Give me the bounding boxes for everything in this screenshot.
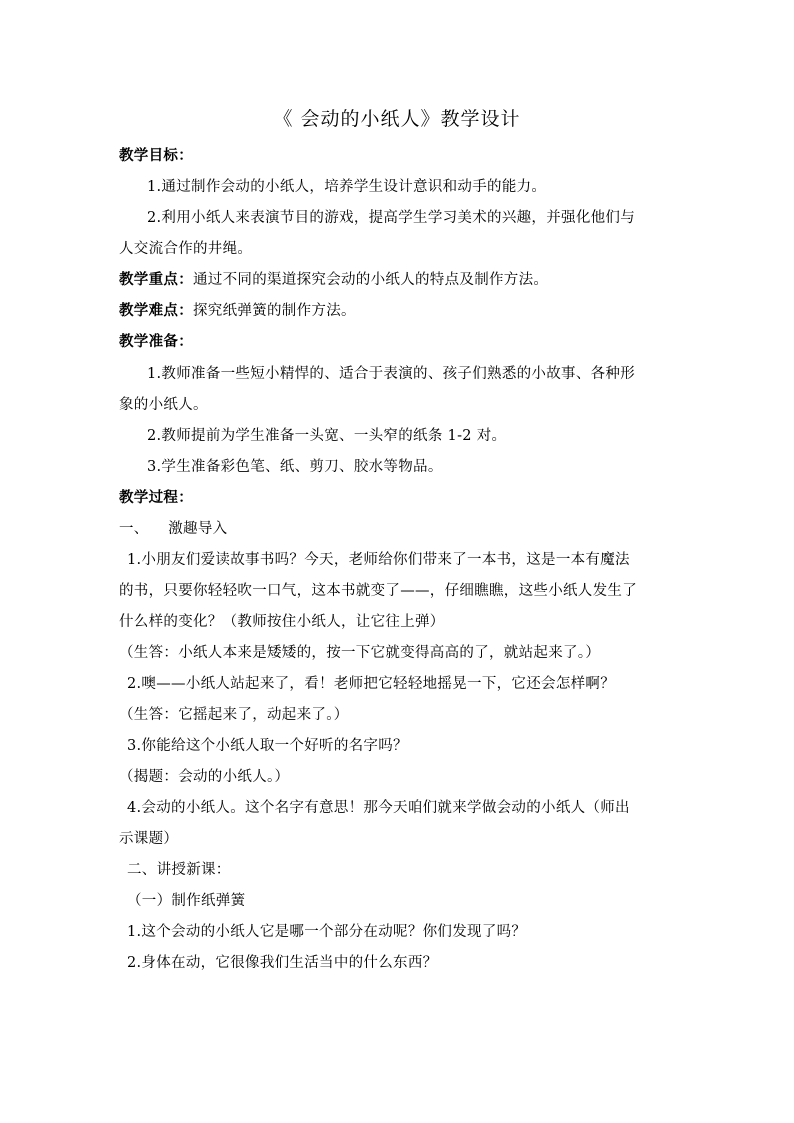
process-heading: 教学过程：	[119, 490, 193, 506]
preparation-item-1-line-2: 象的小纸人。	[119, 397, 208, 413]
key-point	[119, 270, 548, 290]
document-title: 《 会动的小纸人》教学设计	[273, 108, 521, 130]
goal-item-2-line-2: 人交流合作的井绳。	[119, 241, 253, 257]
paragraph-4-line-1: 4.会动的小纸人。这个名字有意思！那今天咱们就来学做会动的小纸人（师出	[127, 800, 630, 816]
answer-1: （生答：小纸人本来是矮矮的，按一下它就变得高高的了，就站起来了。）	[119, 645, 601, 661]
section-2-heading: 二、讲授新课：	[127, 862, 231, 878]
paragraph-1-line-3: 什么样的变化？（教师按住小纸人，让它往上弹）	[119, 614, 445, 630]
difficulty	[119, 301, 356, 321]
preparation-heading: 教学准备：	[119, 334, 193, 350]
answer-3: （揭题：会动的小纸人。）	[119, 769, 290, 785]
section-1-heading: 一、 激趣导入	[119, 521, 228, 537]
goals-heading: 教学目标：	[119, 148, 193, 164]
difficulty-label: 教学难点：	[119, 303, 193, 319]
preparation-item-1-line-1: 1.教师准备一些短小精悍的、适合于表演的、孩子们熟悉的小故事、各种形	[147, 366, 636, 382]
preparation-item-3: 3.学生准备彩色笔、纸、剪刀、胶水等物品。	[147, 459, 443, 475]
question-2: 2.身体在动，它很像我们生活当中的什么东西？	[127, 955, 438, 971]
key-point-label: 教学重点：	[119, 272, 193, 288]
question-1: 1.这个会动的小纸人它是哪一个部分在动呢？你们发现了吗？	[127, 924, 527, 940]
key-point-text: 通过不同的渠道探究会动的小纸人的特点及制作方法。	[193, 272, 549, 288]
difficulty-text: 探究纸弹簧的制作方法。	[193, 303, 356, 319]
paragraph-4-line-2: 示课题）	[119, 831, 179, 847]
goal-item-1: 1.通过制作会动的小纸人，培养学生设计意识和动手的能力。	[147, 179, 547, 195]
paragraph-2: 2.噢——小纸人站起来了，看！老师把它轻轻地摇晃一下，它还会怎样啊？	[127, 676, 616, 692]
paragraph-1-line-1: 1.小朋友们爱读故事书吗？今天，老师给你们带来了一本书，这是一本有魔法	[127, 552, 630, 568]
subsection-1-heading: （一）制作纸弹簧	[127, 893, 246, 909]
preparation-item-2: 2.教师提前为学生准备一头宽、一头窄的纸条 1-2 对。	[147, 428, 507, 444]
answer-2: （生答：它摇起来了，动起来了。）	[119, 707, 349, 723]
paragraph-3: 3.你能给这个小纸人取一个好听的名字吗？	[127, 738, 408, 754]
goal-item-2-line-1: 2.利用小纸人来表演节目的游戏，提高学生学习美术的兴趣，并强化他们与	[147, 210, 636, 226]
paragraph-1-line-2: 的书，只要你轻轻吹一口气，这本书就变了——，仔细瞧瞧，这些小纸人发生了	[119, 583, 637, 599]
